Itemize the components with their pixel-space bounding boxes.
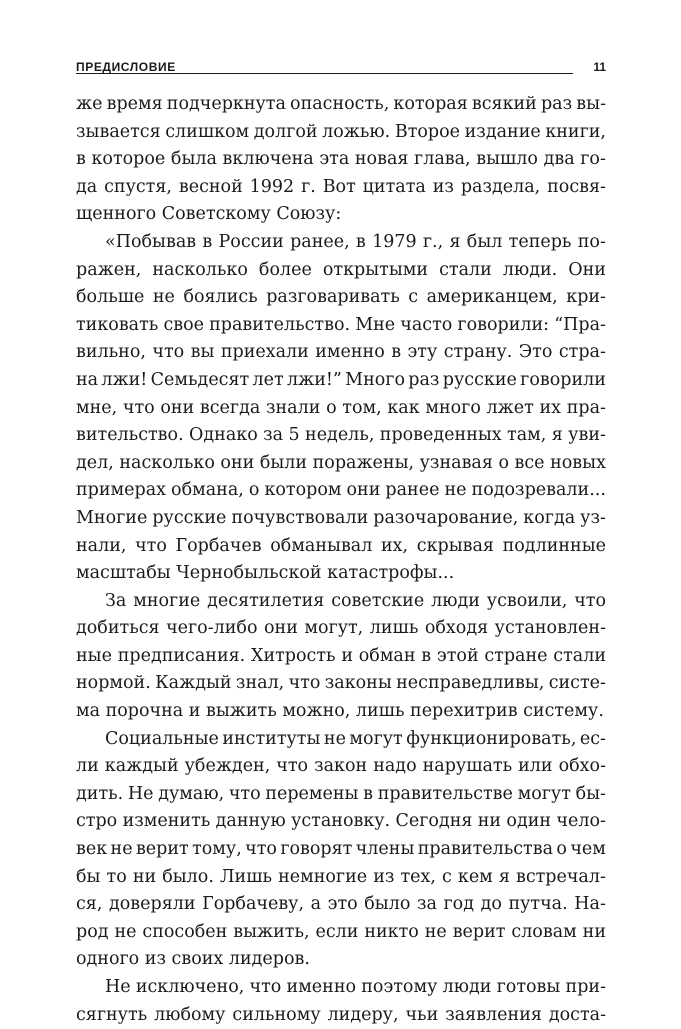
paragraph bbox=[76, 229, 606, 588]
text-line: одного из своих лидеров. bbox=[76, 949, 310, 970]
header-rule bbox=[76, 73, 573, 74]
text-line: щенного Советскому Союзу: bbox=[76, 204, 342, 225]
text-line: род не способен выжить, если никто не верит словам ни bbox=[76, 921, 606, 942]
text-line: сягнуть любому сильному лидеру, чьи заявления доста- bbox=[76, 1004, 606, 1025]
text-line: ма порочна и выжить можно, лишь перехитрив систему. bbox=[76, 701, 604, 722]
text-line: Социальные институты не могут функционировать, ес- bbox=[105, 728, 606, 749]
text-line: да спустя, весной 1992 г. Вот цитата из раздела, посвя- bbox=[76, 176, 606, 197]
running-head: ПРЕДИСЛОВИЕ bbox=[76, 60, 176, 74]
text-line: век не верит тому, что говорят члены правительства о чем bbox=[76, 839, 606, 860]
text-line: За многие десятилетия советские люди усвоили, что bbox=[105, 590, 606, 611]
text-line: вительство. Однако за 5 недель, проведенных там, я уви- bbox=[76, 425, 606, 446]
text-line: дить. Не думаю, что перемены в правительстве могут бы- bbox=[76, 783, 606, 804]
text-line: ражен, насколько более открытыми стали люди. Они bbox=[76, 259, 606, 280]
text-line: тиковать свое правительство. Мне часто говорили: “Пра- bbox=[76, 314, 606, 335]
text-line: больше не боялись разговаривать с американцем, кри- bbox=[76, 287, 606, 308]
text-line: примерах обмана, о котором они ранее не подозревали... bbox=[76, 480, 606, 501]
text-line: ли каждый убежден, что закон надо нарушать или обхо- bbox=[76, 756, 606, 777]
text-line: ся, доверяли Горбачеву, а это было за год до путча. На- bbox=[76, 894, 606, 915]
text-line: Многие русские почувствовали разочарование, когда уз- bbox=[76, 507, 606, 528]
text-line: в которое была включена эта новая глава, вышло два го- bbox=[76, 149, 606, 170]
text-line: вильно, что вы приехали именно в эту страну. Это стра- bbox=[76, 342, 606, 363]
paragraph bbox=[76, 974, 606, 1029]
text-line: же время подчеркнута опасность, которая всякий раз вы- bbox=[76, 94, 606, 114]
text-line: на лжи! Семьдесят лет лжи!” Много раз русские говорили bbox=[76, 369, 606, 390]
text-line: ные предписания. Хитрость и обман в этой стране стали bbox=[76, 645, 606, 666]
text-line: масштабы Чернобыльской катастрофы... bbox=[76, 563, 455, 584]
text-line: Не исключено, что именно поэтому люди готовы при- bbox=[105, 977, 606, 997]
text-line: зывается слишком долгой ложью. Второе издание книги, bbox=[76, 121, 606, 142]
paragraph bbox=[76, 726, 606, 974]
body-text bbox=[76, 91, 606, 1029]
paragraph bbox=[76, 91, 606, 229]
text-line: стро изменить данную установку. Сегодня ни один чело- bbox=[76, 811, 606, 832]
text-line: добиться чего-либо они могут, лишь обходя установлен- bbox=[76, 618, 606, 639]
paragraph bbox=[76, 588, 606, 726]
text-line: нали, что Горбачев обманывал их, скрывая подлинные bbox=[76, 535, 606, 556]
text-line: бы то ни было. Лишь немногие из тех, с кем я встречал- bbox=[76, 866, 606, 887]
text-line: «Побывав в России ранее, в 1979 г., я был теперь по- bbox=[105, 231, 606, 252]
text-line: нормой. Каждый знал, что законы несправедливы, систе- bbox=[76, 673, 606, 694]
page-number: 11 bbox=[593, 60, 606, 74]
text-line: мне, что они всегда знали о том, как много лжет их пра- bbox=[76, 397, 606, 418]
text-line: дел, насколько они были поражены, узнавая о все новых bbox=[76, 452, 606, 473]
page-header bbox=[76, 57, 606, 81]
